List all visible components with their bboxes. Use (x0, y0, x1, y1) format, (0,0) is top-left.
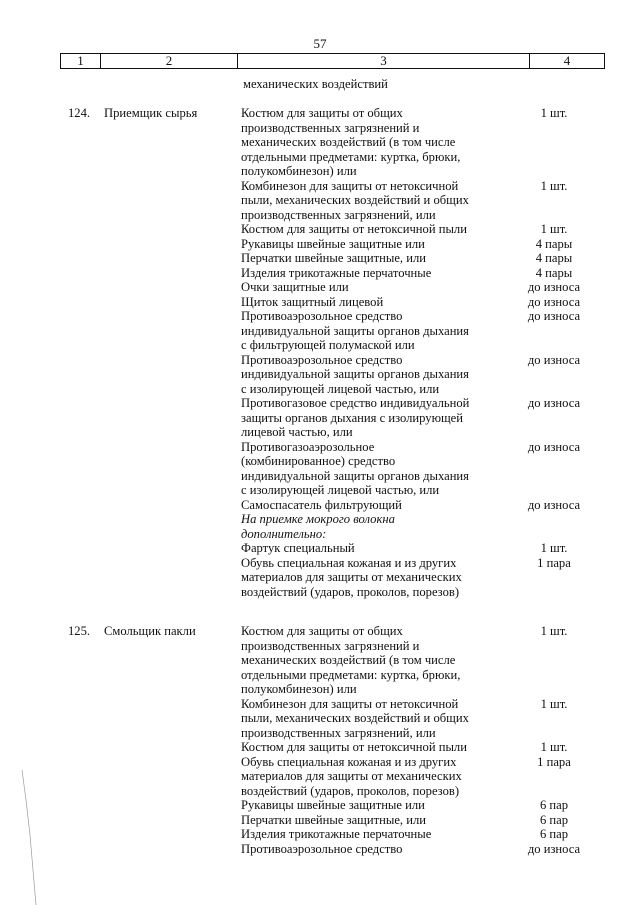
item-quantity: до износа (527, 439, 581, 454)
item-quantity: 1 пара (537, 754, 571, 769)
item-text: Фартук специальный (241, 541, 355, 555)
item-text: Самоспасатель фильтрующий (241, 497, 402, 512)
item-quantity: 6 пар (539, 798, 569, 812)
item-text: Рукавицы швейные защитные или (241, 236, 425, 251)
header-col-1: 1 (61, 54, 101, 68)
item-quantity: 1 пара (537, 555, 571, 570)
item-quantity: 1 шт. (540, 624, 568, 638)
item-quantity: 4 пары (535, 236, 573, 251)
item-text: Противогазоаэрозольное (комбинированное) средство индивидуальной защиты органов дыхания с изолирующей лицевой частью, или (241, 439, 469, 497)
item-quantity: до износа (527, 352, 581, 367)
item-text: Противоаэрозольное средство индивидуальной защиты органов дыхания с изолирующей лицевой частью, или (241, 352, 469, 396)
item-text: Костюм для защиты от нетоксичной пыли (241, 222, 467, 236)
item-text: Изделия трикотажные перчаточные (241, 265, 432, 280)
item-quantity: 1 шт. (540, 740, 568, 754)
page-number: 57 (313, 36, 327, 51)
item-quantity: 1 шт. (540, 178, 568, 193)
header-col-4: 4 (563, 53, 571, 68)
profession-name: Приемщик сырья (104, 106, 198, 120)
item-quantity: до износа (527, 280, 581, 294)
item-text: Противогазовое средство индивидуальной защиты органов дыхания с изолирующей лицевой частью, или (241, 396, 470, 439)
item-quantity: до износа (527, 497, 581, 512)
item-text: Изделия трикотажные перчаточные (241, 827, 432, 841)
item-text: Противоаэрозольное средство (241, 841, 403, 856)
item-quantity: 4 пары (535, 251, 573, 265)
item-text: Перчатки швейные защитные, или (241, 251, 426, 265)
continuation-text: механических воздействий (243, 77, 388, 91)
item-quantity: 6 пар (539, 812, 569, 827)
item-quantity: 1 шт. (540, 541, 568, 555)
item-text: Обувь специальная кожаная и из других материалов для защиты от механических воздействий (ударов, проколов, порезов) (241, 754, 462, 798)
item-text: Противоаэрозольное средство индивидуальной защиты органов дыхания с фильтрующей полумаской или (241, 309, 469, 352)
item-text: Костюм для защиты от нетоксичной пыли (241, 740, 467, 754)
item-text: Комбинезон для защиты от нетоксичной пыли, механических воздействий и общих производственных загрязнений, или (241, 178, 469, 222)
item-quantity: 6 пар (539, 827, 569, 841)
item-quantity: 1 шт. (540, 106, 568, 120)
item-quantity: 4 пары (535, 265, 573, 280)
entry-number: 124. (68, 106, 91, 120)
item-text: Очки защитные или (241, 280, 349, 294)
item-text: На приемке мокрого волокна дополнительно: (241, 512, 395, 541)
item-quantity: 1 шт. (540, 696, 568, 711)
item-text: Обувь специальная кожаная и из других материалов для защиты от механических воздействий (ударов, проколов, порезов) (241, 555, 462, 599)
item-quantity: до износа (527, 294, 581, 309)
item-text: Комбинезон для защиты от нетоксичной пыли, механических воздействий и общих производственных загрязнений, или (241, 696, 469, 740)
item-quantity: до износа (527, 309, 581, 323)
profession-name: Смольщик пакли (104, 624, 196, 638)
item-quantity: 1 шт. (540, 222, 568, 236)
header-col-3: 3 (238, 54, 530, 68)
item-text: Костюм для защиты от общих производственных загрязнений и механических воздействий (в том числе отдельными предметами: куртка, брюки, полукомбинезон) или (241, 624, 461, 696)
item-quantity: до износа (527, 396, 581, 410)
item-text: Щиток защитный лицевой (241, 294, 384, 309)
item-quantity: до износа (527, 841, 581, 856)
header-col-2: 2 (101, 54, 238, 68)
item-text: Рукавицы швейные защитные или (241, 798, 425, 812)
entry-number: 125. (68, 624, 91, 638)
item-text: Костюм для защиты от общих производственных загрязнений и механических воздействий (в том числе отдельными предметами: куртка, брюки, полукомбинезон) или (241, 106, 461, 178)
item-text: Перчатки швейные защитные, или (241, 812, 426, 827)
